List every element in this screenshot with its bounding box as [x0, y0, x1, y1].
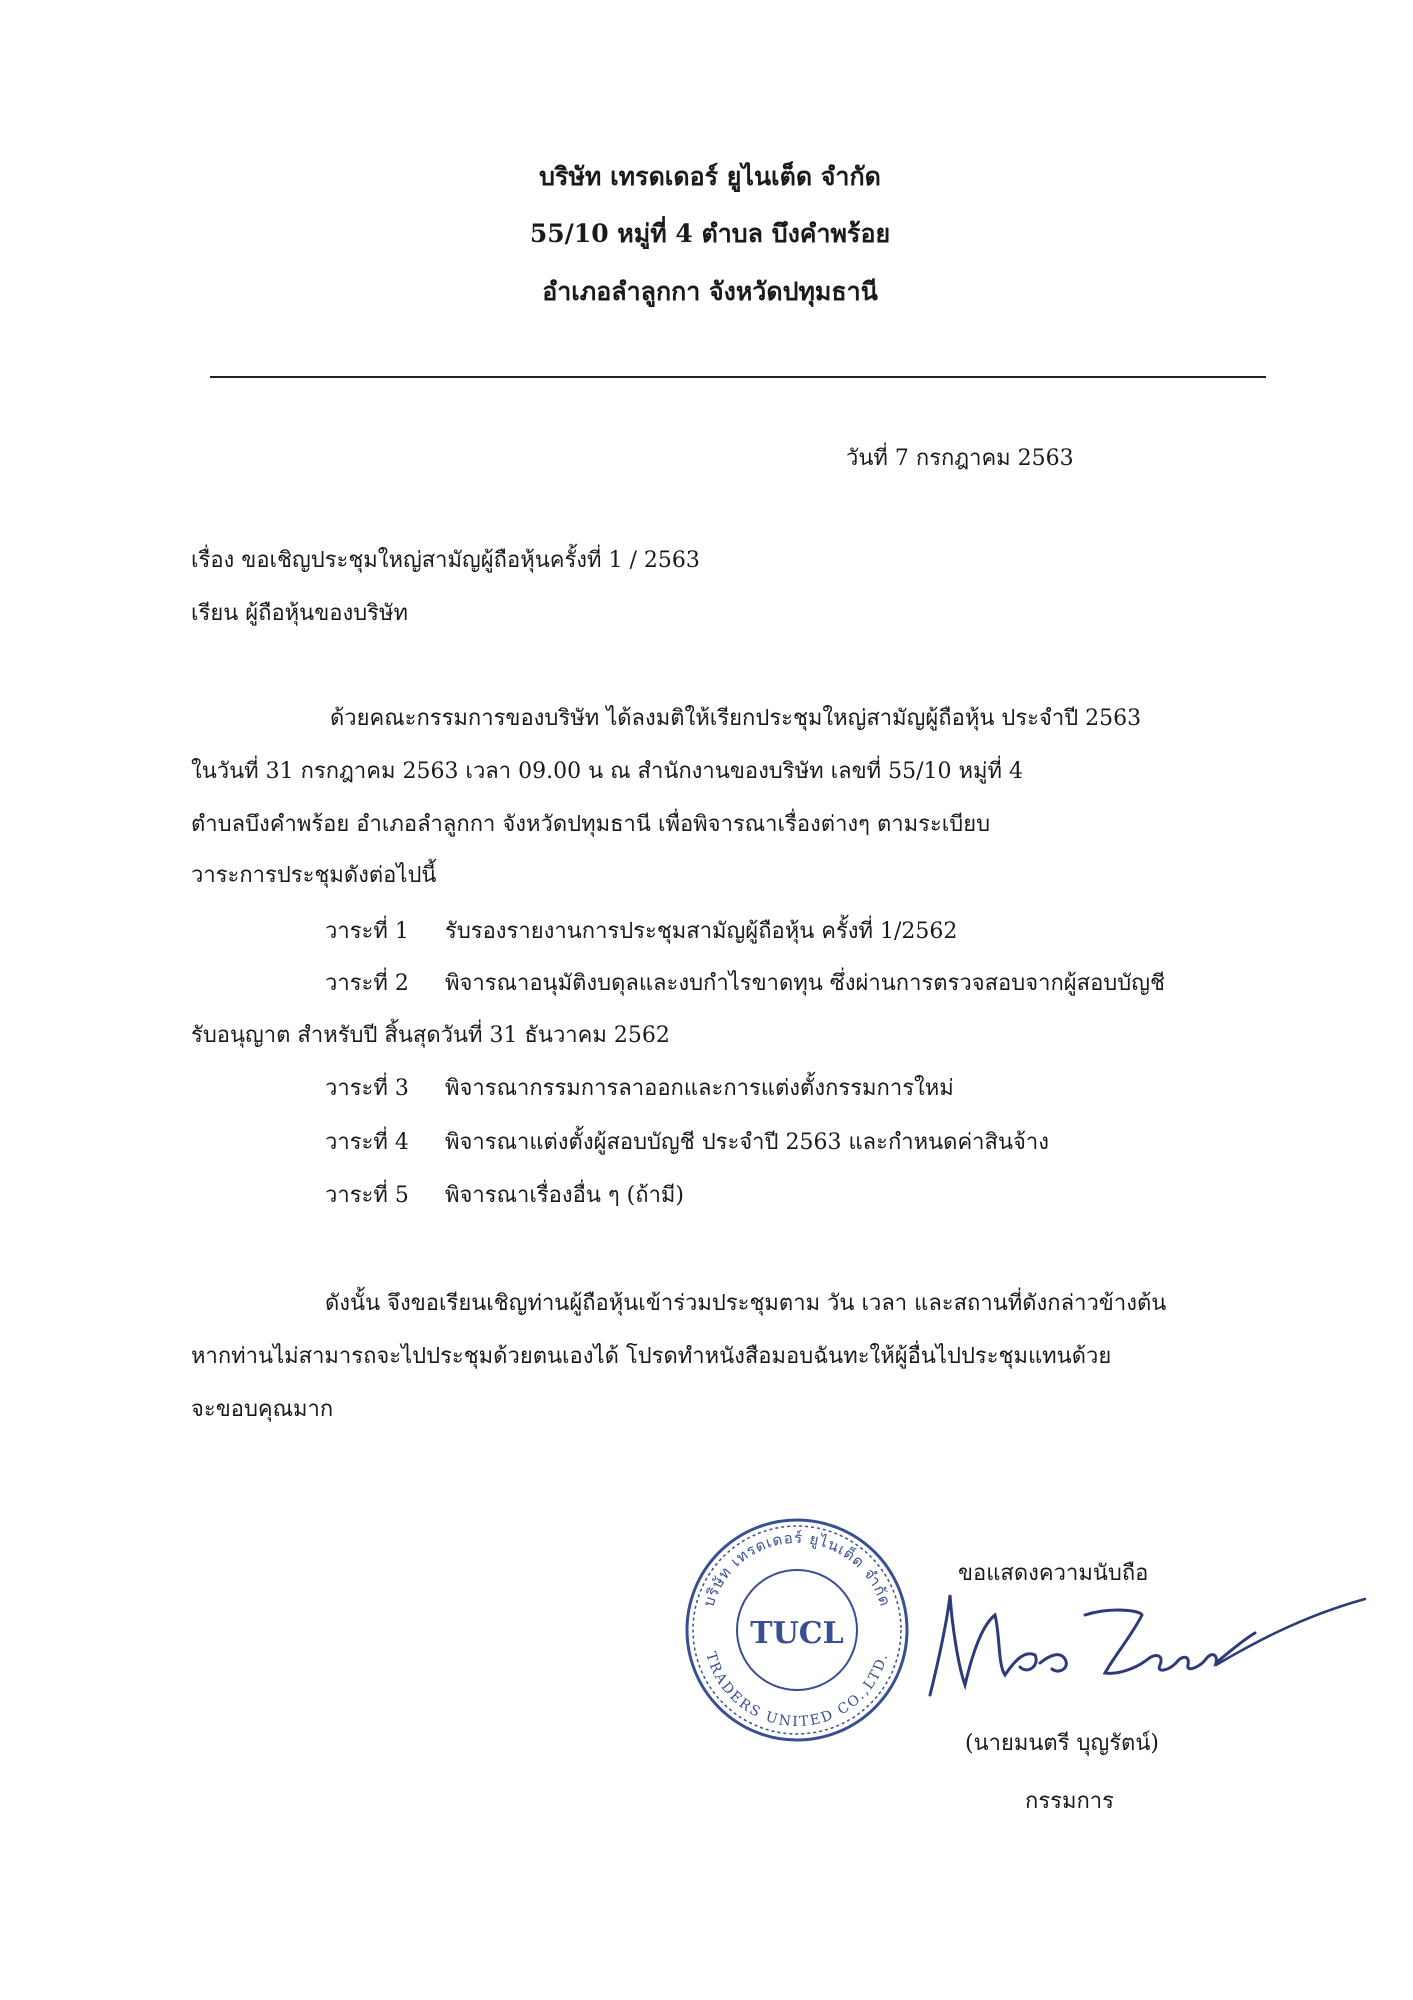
company-seal-stamp — [682, 1515, 912, 1745]
svg-text:บริษัท เทรดเดอร์ ยูไนเต็ด จำกั — [699, 1529, 894, 1609]
intro-line-4: วาระการประชุมดังต่อไปนี้ — [191, 863, 437, 888]
agenda-text-5: พิจารณาเรื่องอื่น ๆ (ถ้ามี) — [445, 1183, 685, 1208]
stamp-center-text: TUCL — [750, 1616, 844, 1651]
stamp-bottom-arc-text: TRADERS UNITED CO.,LTD. — [702, 1650, 892, 1731]
agenda-label-2: วาระที่ 2 — [325, 971, 409, 996]
closing-line-1: ดังนั้น จึงขอเรียนเชิญท่านผู้ถือหุ้นเข้าร่วมประชุมตาม วัน เวลา และสถานที่ดังกล่าวข้างต้น — [325, 1291, 1167, 1316]
agenda-text-3: พิจารณากรรมการลาออกและการแต่งตั้งกรรมการใหม่ — [445, 1076, 954, 1101]
handwritten-signature — [910, 1555, 1370, 1715]
company-address-line-1: 55/10 หมู่ที่ 4 ตำบล บึงคำพร้อย — [529, 219, 891, 248]
closing-line-2: หากท่านไม่สามารถจะไปประชุมด้วยตนเองได้ โปรดทำหนังสือมอบฉันทะให้ผู้อื่นไปประชุมแทนด้วย — [191, 1344, 1112, 1369]
agenda-label-4: วาระที่ 4 — [325, 1130, 409, 1155]
agenda-text-1: รับรองรายงานการประชุมสามัญผู้ถือหุ้น ครั้งที่ 1/2562 — [445, 919, 958, 944]
agenda-label-3: วาระที่ 3 — [325, 1076, 409, 1101]
header-divider — [210, 376, 1266, 378]
closing-line-3: จะขอบคุณมาก — [191, 1397, 334, 1422]
stamp-top-arc-text: บริษัท เทรดเดอร์ ยูไนเต็ด จำกัด — [699, 1528, 895, 1609]
letter-subject: เรื่อง ขอเชิญประชุมใหญ่สามัญผู้ถือหุ้นครั้งที่ 1 / 2563 — [191, 548, 700, 573]
intro-line-2: ในวันที่ 31 กรกฎาคม 2563 เวลา 09.00 น ณ สำนักงานของบริษัท เลขที่ 55/10 หมู่ที่ 4 — [191, 759, 1024, 784]
signoff-greeting: ขอแสดงความนับถือ — [958, 1561, 1149, 1586]
signatory-name: (นายมนตรี บุญรัตน์) — [965, 1731, 1159, 1756]
company-address-line-2: อำเภอลำลูกกา จังหวัดปทุมธานี — [542, 277, 878, 306]
signatory-title: กรรมการ — [1025, 1789, 1114, 1814]
agenda-label-5: วาระที่ 5 — [325, 1183, 409, 1208]
agenda-text-2: พิจารณาอนุมัติงบดุลและงบกำไรขาดทุน ซึ่งผ่านการตรวจสอบจากผู้สอบบัญชี — [445, 971, 1165, 996]
agenda-text-2-continuation: รับอนุญาต สำหรับปี สิ้นสุดวันที่ 31 ธันวาคม 2562 — [191, 1023, 670, 1048]
company-name: บริษัท เทรดเดอร์ ยูไนเต็ด จำกัด — [539, 162, 881, 191]
letter-recipient: เรียน ผู้ถือหุ้นของบริษัท — [191, 601, 409, 626]
agenda-label-1: วาระที่ 1 — [325, 919, 409, 944]
intro-line-3: ตำบลบึงคำพร้อย อำเภอลำลูกกา จังหวัดปทุมธานี เพื่อพิจารณาเรื่องต่างๆ ตามระเบียบ — [191, 812, 991, 837]
intro-line-1: ด้วยคณะกรรมการของบริษัท ได้ลงมติให้เรียกประชุมใหญ่สามัญผู้ถือหุ้น ประจำปี 2563 — [330, 706, 1142, 731]
agenda-text-4: พิจารณาแต่งตั้งผู้สอบบัญชี ประจำปี 2563 และกำหนดค่าสินจ้าง — [445, 1130, 1049, 1155]
letter-date: วันที่ 7 กรกฎาคม 2563 — [846, 446, 1074, 471]
